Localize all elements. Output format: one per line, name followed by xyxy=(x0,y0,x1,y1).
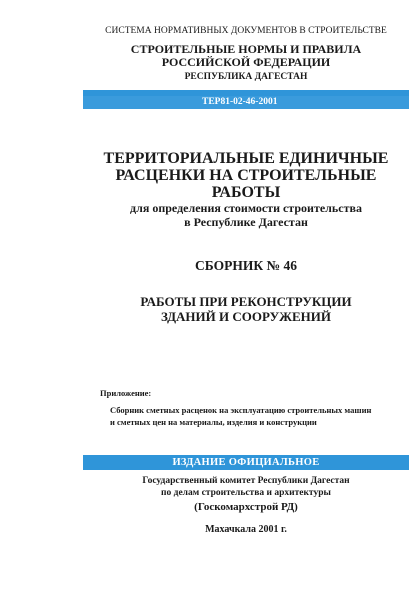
header-system: СИСТЕМА НОРМАТИВНЫХ ДОКУМЕНТОВ В СТРОИТЕЛЬСТВЕ xyxy=(105,26,387,36)
appendix-line1: Сборник сметных расценок на эксплуатацию строительных машин xyxy=(110,405,372,415)
header-norms-line2: РОССИЙСКОЙ ФЕДЕРАЦИИ xyxy=(161,55,331,69)
publisher-line3: (Госкомархстрой РД) xyxy=(194,501,298,513)
collection-name-line2: ЗДАНИЙ И СООРУЖЕНИЙ xyxy=(161,309,331,324)
collection-name-line1: РАБОТЫ ПРИ РЕКОНСТРУКЦИИ xyxy=(140,294,352,309)
title-line3: РАБОТЫ xyxy=(211,184,281,201)
document-code: ТЕР81-02-46-2001 xyxy=(202,97,278,107)
edition-label: ИЗДАНИЕ ОФИЦИАЛЬНОЕ xyxy=(172,457,320,468)
appendix-line2: и сметных цен на материалы, изделия и конструкции xyxy=(110,417,317,427)
title-line2: РАСЦЕНКИ НА СТРОИТЕЛЬНЫЕ xyxy=(115,167,377,184)
publisher-line2: по делам строительства и архитектуры xyxy=(161,488,331,498)
imprint: Махачкала 2001 г. xyxy=(205,524,287,535)
header-republic: РЕСПУБЛИКА ДАГЕСТАН xyxy=(184,72,308,82)
collection-number: СБОРНИК № 46 xyxy=(195,258,297,273)
title-subtitle: для определения стоимости строительства xyxy=(130,201,362,215)
top-band xyxy=(83,96,409,109)
title-line1: ТЕРРИТОРИАЛЬНЫЕ ЕДИНИЧНЫЕ xyxy=(103,150,389,167)
appendix-label: Приложение: xyxy=(100,388,152,398)
title-subtitle2: в Республике Дагестан xyxy=(184,215,308,229)
publisher-line1: Государственный комитет Республики Дагестан xyxy=(142,476,350,486)
edition-band xyxy=(83,455,409,470)
header-norms-line1: СТРОИТЕЛЬНЫЕ НОРМЫ И ПРАВИЛА xyxy=(130,42,362,56)
